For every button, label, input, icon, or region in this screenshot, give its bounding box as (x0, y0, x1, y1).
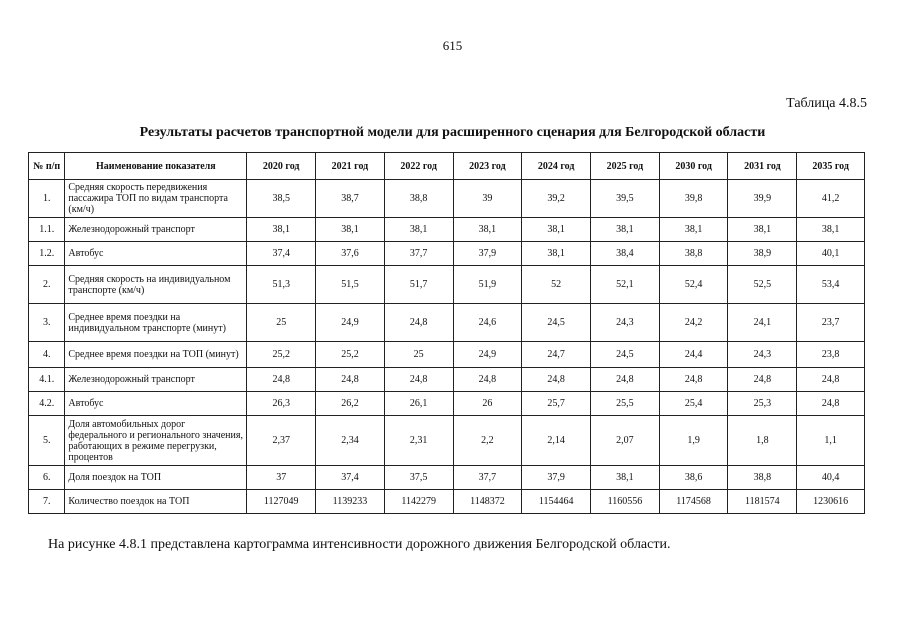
table-row (29, 242, 865, 266)
value-cell: 37,6 (316, 242, 385, 266)
value-cell: 37,9 (522, 466, 591, 490)
column-header: Наименование показателя (65, 153, 247, 180)
value-cell: 51,5 (316, 266, 385, 304)
indicator-name-cell: Доля автомобильных дорог федерального и регионального значения, работающих в режиме перегрузки, процентов (65, 416, 247, 466)
row-index-cell: 3. (29, 304, 65, 342)
column-header: № п/п (29, 153, 65, 180)
value-cell: 38,1 (384, 218, 453, 242)
value-cell: 24,1 (728, 304, 797, 342)
value-cell: 52 (522, 266, 591, 304)
row-index-cell: 1. (29, 180, 65, 218)
value-cell: 39,9 (728, 180, 797, 218)
value-cell: 24,5 (522, 304, 591, 342)
table-row (29, 266, 865, 304)
table-title: Результаты расчетов транспортной модели для расширенного сценария для Белгородской области (139, 125, 766, 140)
value-cell: 24,8 (728, 368, 797, 392)
column-header: 2022 год (384, 153, 453, 180)
value-cell: 37,7 (384, 242, 453, 266)
value-cell: 24,5 (591, 342, 660, 368)
table-body (29, 180, 865, 514)
value-cell: 38,9 (728, 242, 797, 266)
table-caption: Таблица 4.8.5 (786, 96, 867, 111)
value-cell: 24,8 (797, 368, 865, 392)
table-row (29, 466, 865, 490)
value-cell: 53,4 (797, 266, 865, 304)
value-cell: 37 (247, 466, 316, 490)
value-cell: 24,9 (453, 342, 522, 368)
value-cell: 38,1 (659, 218, 728, 242)
value-cell: 52,4 (659, 266, 728, 304)
indicator-name-cell: Автобус (65, 392, 247, 416)
value-cell: 2,34 (316, 416, 385, 466)
column-header: 2021 год (316, 153, 385, 180)
value-cell: 26,2 (316, 392, 385, 416)
table-header-row (29, 153, 865, 180)
value-cell: 1230616 (797, 490, 865, 514)
indicator-name-cell: Железнодорожный транспорт (65, 368, 247, 392)
row-index-cell: 4.1. (29, 368, 65, 392)
table-row (29, 218, 865, 242)
value-cell: 24,8 (384, 304, 453, 342)
value-cell: 1139233 (316, 490, 385, 514)
row-index-cell: 6. (29, 466, 65, 490)
value-cell: 24,7 (522, 342, 591, 368)
column-header: 2035 год (797, 153, 865, 180)
value-cell: 39,2 (522, 180, 591, 218)
value-cell: 23,7 (797, 304, 865, 342)
value-cell: 24,8 (247, 368, 316, 392)
column-header: 2025 год (591, 153, 660, 180)
value-cell: 52,1 (591, 266, 660, 304)
table-row (29, 304, 865, 342)
value-cell: 24,3 (728, 342, 797, 368)
value-cell: 25,4 (659, 392, 728, 416)
table-row (29, 342, 865, 368)
value-cell: 1160556 (591, 490, 660, 514)
column-header: 2030 год (659, 153, 728, 180)
value-cell: 41,2 (797, 180, 865, 218)
indicator-name-cell: Среднее время поездки на ТОП (минут) (65, 342, 247, 368)
row-index-cell: 5. (29, 416, 65, 466)
table-row (29, 368, 865, 392)
indicator-name-cell: Среднее время поездки на индивидуальном транспорте (минут) (65, 304, 247, 342)
value-cell: 24,8 (591, 368, 660, 392)
value-cell: 26,1 (384, 392, 453, 416)
value-cell: 38,1 (797, 218, 865, 242)
page-number: 615 (442, 38, 463, 53)
value-cell: 38,8 (659, 242, 728, 266)
body-paragraph: На рисунке 4.8.1 представлена картограмма интенсивности дорожного движения Белгородской области. (48, 537, 671, 552)
value-cell: 38,1 (591, 466, 660, 490)
value-cell: 25,3 (728, 392, 797, 416)
value-cell: 2,37 (247, 416, 316, 466)
value-cell: 25,5 (591, 392, 660, 416)
value-cell: 24,8 (453, 368, 522, 392)
value-cell: 38,1 (522, 242, 591, 266)
value-cell: 25,2 (316, 342, 385, 368)
column-header: 2031 год (728, 153, 797, 180)
value-cell: 24,8 (384, 368, 453, 392)
value-cell: 51,9 (453, 266, 522, 304)
value-cell: 1148372 (453, 490, 522, 514)
value-cell: 51,3 (247, 266, 316, 304)
value-cell: 25 (384, 342, 453, 368)
column-header: 2024 год (522, 153, 591, 180)
value-cell: 40,1 (797, 242, 865, 266)
value-cell: 1,8 (728, 416, 797, 466)
value-cell: 38,1 (522, 218, 591, 242)
indicator-name-cell: Средняя скорость на индивидуальном транспорте (км/ч) (65, 266, 247, 304)
value-cell: 38,1 (316, 218, 385, 242)
value-cell: 52,5 (728, 266, 797, 304)
indicator-name-cell: Железнодорожный транспорт (65, 218, 247, 242)
table-row (29, 490, 865, 514)
value-cell: 24,2 (659, 304, 728, 342)
value-cell: 37,7 (453, 466, 522, 490)
value-cell: 38,1 (453, 218, 522, 242)
value-cell: 24,8 (659, 368, 728, 392)
value-cell: 37,9 (453, 242, 522, 266)
results-table (28, 152, 865, 514)
indicator-name-cell: Доля поездок на ТОП (65, 466, 247, 490)
value-cell: 24,9 (316, 304, 385, 342)
table-row (29, 392, 865, 416)
value-cell: 25 (247, 304, 316, 342)
value-cell: 38,7 (316, 180, 385, 218)
row-index-cell: 4.2. (29, 392, 65, 416)
value-cell: 1142279 (384, 490, 453, 514)
table-row (29, 180, 865, 218)
value-cell: 1127049 (247, 490, 316, 514)
value-cell: 1,1 (797, 416, 865, 466)
value-cell: 37,5 (384, 466, 453, 490)
value-cell: 38,8 (384, 180, 453, 218)
value-cell: 24,8 (316, 368, 385, 392)
row-index-cell: 2. (29, 266, 65, 304)
value-cell: 38,1 (728, 218, 797, 242)
value-cell: 23,8 (797, 342, 865, 368)
value-cell: 38,1 (247, 218, 316, 242)
value-cell: 24,4 (659, 342, 728, 368)
value-cell: 38,8 (728, 466, 797, 490)
column-header: 2020 год (247, 153, 316, 180)
value-cell: 25,7 (522, 392, 591, 416)
value-cell: 39,5 (591, 180, 660, 218)
value-cell: 38,1 (591, 218, 660, 242)
value-cell: 2,07 (591, 416, 660, 466)
indicator-name-cell: Средняя скорость передвижения пассажира ТОП по видам транспорта (км/ч) (65, 180, 247, 218)
value-cell: 1181574 (728, 490, 797, 514)
value-cell: 38,4 (591, 242, 660, 266)
value-cell: 25,2 (247, 342, 316, 368)
value-cell: 38,6 (659, 466, 728, 490)
row-index-cell: 1.2. (29, 242, 65, 266)
value-cell: 24,8 (522, 368, 591, 392)
row-index-cell: 1.1. (29, 218, 65, 242)
column-header: 2023 год (453, 153, 522, 180)
value-cell: 39 (453, 180, 522, 218)
value-cell: 37,4 (247, 242, 316, 266)
value-cell: 24,8 (797, 392, 865, 416)
value-cell: 24,6 (453, 304, 522, 342)
value-cell: 38,5 (247, 180, 316, 218)
row-index-cell: 7. (29, 490, 65, 514)
row-index-cell: 4. (29, 342, 65, 368)
value-cell: 37,4 (316, 466, 385, 490)
value-cell: 2,31 (384, 416, 453, 466)
value-cell: 2,2 (453, 416, 522, 466)
value-cell: 1174568 (659, 490, 728, 514)
value-cell: 2,14 (522, 416, 591, 466)
value-cell: 26,3 (247, 392, 316, 416)
table-row (29, 416, 865, 466)
indicator-name-cell: Автобус (65, 242, 247, 266)
value-cell: 26 (453, 392, 522, 416)
value-cell: 40,4 (797, 466, 865, 490)
value-cell: 1,9 (659, 416, 728, 466)
value-cell: 51,7 (384, 266, 453, 304)
value-cell: 1154464 (522, 490, 591, 514)
value-cell: 24,3 (591, 304, 660, 342)
value-cell: 39,8 (659, 180, 728, 218)
indicator-name-cell: Количество поездок на ТОП (65, 490, 247, 514)
